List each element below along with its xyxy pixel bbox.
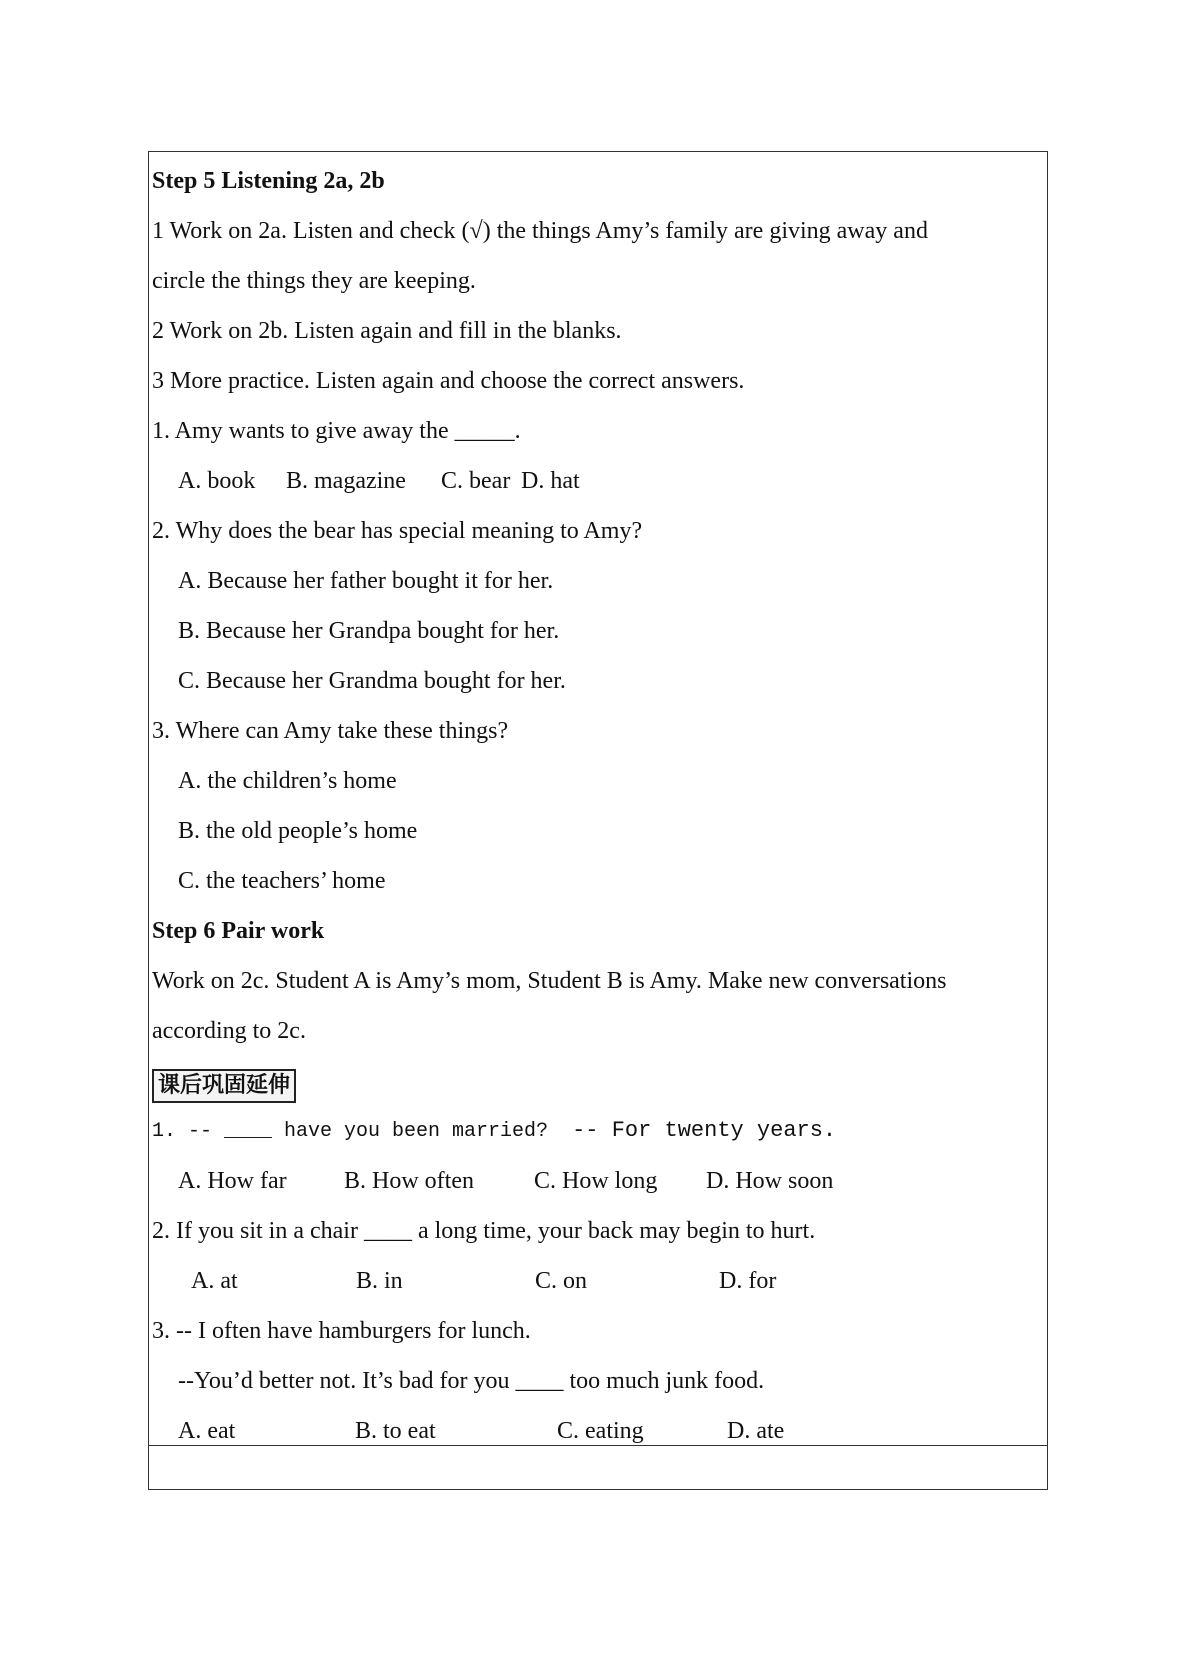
homework-q3-reply: --You’d better not. It’s bad for you ____ too much junk food. <box>178 1368 765 1394</box>
question-stem: 1. Amy wants to give away the _____. <box>152 418 521 444</box>
homework-q3-options-row <box>152 1406 1042 1456</box>
step6-line2: according to 2c. <box>152 1018 306 1044</box>
option: B. to eat <box>355 1418 436 1444</box>
question-option: A. Because her father bought it for her. <box>178 568 554 594</box>
question-option: A. the children’s home <box>178 768 397 794</box>
option: B. in <box>356 1268 403 1294</box>
option: C. eating <box>557 1418 644 1444</box>
step6-heading: Step 6 Pair work <box>152 918 325 944</box>
homework-q1-stem <box>152 1106 1042 1156</box>
option: D. How soon <box>706 1168 834 1194</box>
step5-heading: Step 5 Listening 2a, 2b <box>152 168 385 194</box>
homework-q1-stem-question: 1. -- ____ have you been married? <box>152 1120 549 1143</box>
question-option: C. Because her Grandma bought for her. <box>178 668 566 694</box>
option: A. How far <box>178 1168 287 1194</box>
option: D. for <box>719 1268 777 1294</box>
option: A. eat <box>178 1418 236 1444</box>
option: C. on <box>535 1268 588 1294</box>
lesson-content <box>152 156 1042 1456</box>
question-options-row <box>152 456 1042 506</box>
question-stem: 3. Where can Amy take these things? <box>152 718 509 744</box>
homework-tag-row <box>152 1056 1042 1106</box>
homework-q2-options-row <box>152 1256 1042 1306</box>
homework-tag: 课后巩固延伸 <box>152 1069 296 1103</box>
homework-q3-stem: 3. -- I often have hamburgers for lunch. <box>152 1318 531 1344</box>
homework-q2-stem: 2. If you sit in a chair ____ a long time, your back may begin to hurt. <box>152 1218 816 1244</box>
option: B. magazine <box>286 468 406 494</box>
question-option: C. the teachers’ home <box>178 868 386 894</box>
option: C. bear <box>441 468 511 494</box>
option: C. How long <box>534 1168 658 1194</box>
question-option: B. the old people’s home <box>178 818 418 844</box>
option: A. at <box>191 1268 238 1294</box>
option: D. ate <box>727 1418 785 1444</box>
question-option: B. Because her Grandpa bought for her. <box>178 618 560 644</box>
step5-task1-line2: circle the things they are keeping. <box>152 268 476 294</box>
option: B. How often <box>344 1168 474 1194</box>
question-stem: 2. Why does the bear has special meaning to Amy? <box>152 518 643 544</box>
homework-q1-stem-answer: -- For twenty years. <box>572 1118 837 1143</box>
option: A. book <box>178 468 256 494</box>
step6-line1: Work on 2c. Student A is Amy’s mom, Student B is Amy. Make new conversations <box>152 968 947 994</box>
homework-q1-options-row <box>152 1156 1042 1206</box>
step5-task2: 2 Work on 2b. Listen again and fill in the blanks. <box>152 318 622 344</box>
option: D. hat <box>521 468 580 494</box>
step5-task1-line1: 1 Work on 2a. Listen and check (√) the things Amy’s family are giving away and <box>152 218 928 244</box>
step5-task3: 3 More practice. Listen again and choose the correct answers. <box>152 368 745 394</box>
